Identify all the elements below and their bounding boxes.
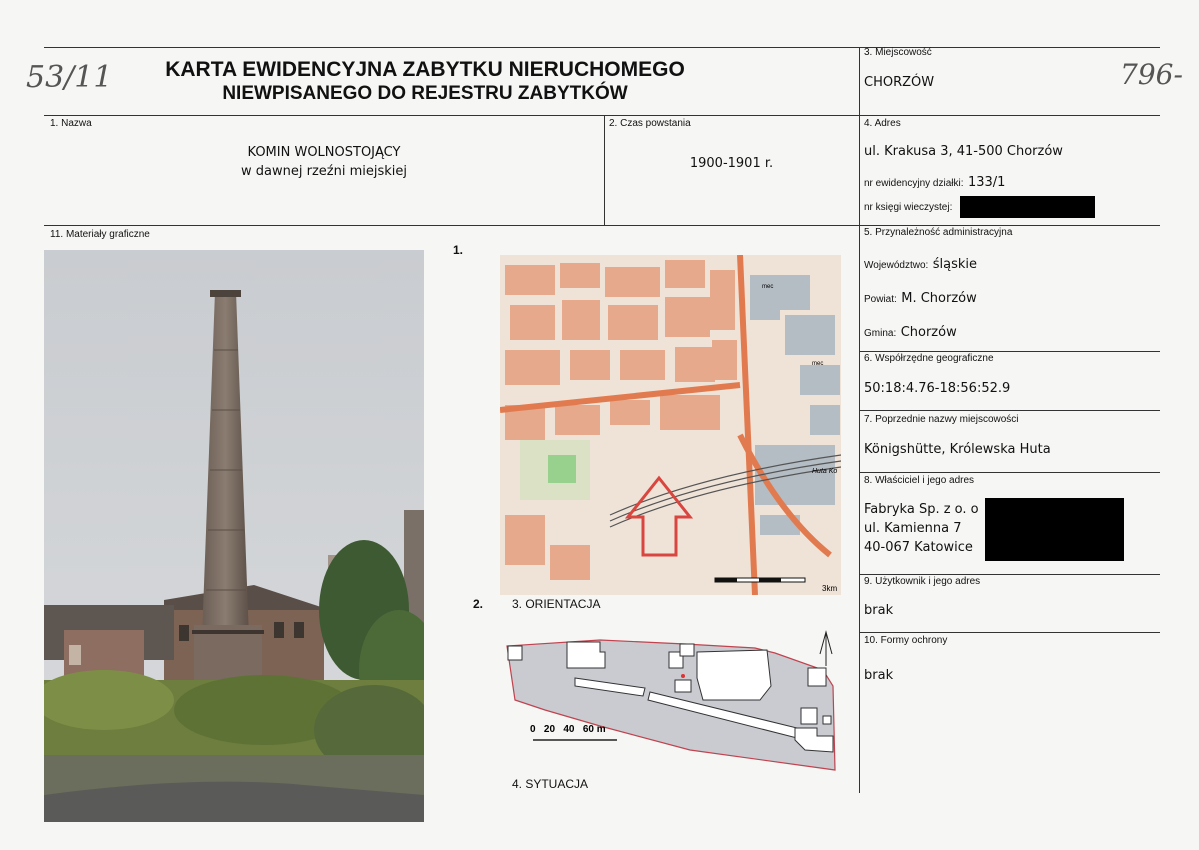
chimney-photo <box>44 250 424 822</box>
handwritten-number-left: 53/11 <box>26 60 113 95</box>
marker-2: 2. <box>473 597 484 611</box>
adres-label: 4. Adres <box>864 118 901 129</box>
wojewodztwo-label: Województwo: <box>864 260 929 271</box>
card-title-line2: NIEWPISANEGO DO REJESTRU ZABYTKÓW <box>222 83 628 104</box>
wlasciciel-line1: Fabryka Sp. z o. o <box>864 502 979 517</box>
situation-plan <box>505 628 850 773</box>
powiat-value: M. Chorzów <box>901 291 977 306</box>
wlasciciel-line3: 40-067 Katowice <box>864 540 973 555</box>
rule-right-4 <box>859 574 1160 575</box>
poprzednie-value: Königshütte, Królewska Huta <box>864 442 1051 457</box>
formy-value: brak <box>864 668 894 683</box>
card-title-line1: KARTA EWIDENCYJNA ZABYTKU NIERUCHOMEGO <box>165 58 685 81</box>
wspolrzedne-label: 6. Współrzędne geograficzne <box>864 353 994 364</box>
redaction-wlasciciel <box>985 498 1124 561</box>
orientacja-label: 3. ORIENTACJA <box>512 597 601 611</box>
dzialka-label: nr ewidencyjny działki: <box>864 178 964 189</box>
rule-right-1 <box>859 351 1160 352</box>
czas-value: 1900-1901 r. <box>689 156 774 171</box>
wspolrzedne-value: 50:18:4.76-18:56:52.9 <box>864 381 1011 396</box>
rule-right-3 <box>859 472 1160 473</box>
formy-label: 10. Formy ochrony <box>864 635 948 646</box>
powiat-row <box>864 289 977 307</box>
rule-col-right <box>859 47 860 793</box>
gmina-value: Chorzów <box>900 325 957 340</box>
handwritten-number-right: 796- <box>1120 58 1183 91</box>
wlasciciel-label: 8. Właściciel i jego adres <box>864 475 975 486</box>
miejscowosc-label: 3. Miejscowość <box>864 47 932 58</box>
wojewodztwo-row <box>864 255 977 273</box>
wojewodztwo-value: śląskie <box>932 257 978 272</box>
rule-header-bottom <box>44 115 1160 116</box>
adres-value: ul. Krakusa 3, 41-500 Chorzów <box>864 144 1063 159</box>
map-scale-bar <box>715 578 805 582</box>
miejscowosc-value: CHORZÓW <box>864 75 935 90</box>
nazwa-line1: KOMIN WOLNOSTOJĄCY <box>247 145 401 160</box>
przynaleznosc-label: 5. Przynależność administracyjna <box>864 227 1013 238</box>
nazwa-line2: w dawnej rzeźni miejskiej <box>241 164 407 179</box>
materialy-label: 11. Materiały graficzne <box>50 229 150 240</box>
czas-label: 2. Czas powstania <box>609 118 691 129</box>
north-arrow-icon <box>820 632 832 666</box>
dzialka-value: 133/1 <box>967 175 1006 190</box>
poprzednie-label: 7. Poprzednie nazwy miejscowości <box>864 414 1019 425</box>
ksiega-label: nr księgi wieczystej: <box>864 202 953 213</box>
gmina-label: Gmina: <box>864 328 897 339</box>
sytuacja-label: 4. SYTUACJA <box>512 777 589 791</box>
plan-object-marker <box>681 674 685 678</box>
powiat-label: Powiat: <box>864 294 897 305</box>
wlasciciel-line2: ul. Kamienna 7 <box>864 521 962 536</box>
orientation-map <box>500 255 841 595</box>
uzytkownik-value: brak <box>864 603 894 618</box>
map-label-mec-1: mec <box>762 284 774 290</box>
uzytkownik-label: 9. Użytkownik i jego adres <box>864 576 981 587</box>
rule-top <box>44 47 1160 48</box>
rule-right-5 <box>859 632 1160 633</box>
map-label-huta: Huta Ko <box>812 468 838 475</box>
plan-scale-label: 0 20 40 60 m <box>530 724 606 735</box>
gmina-row <box>864 323 957 341</box>
rule-row1-bottom <box>44 225 1160 226</box>
dzialka-row <box>864 173 1005 191</box>
nazwa-label: 1. Nazwa <box>50 118 92 129</box>
redaction-ksiega <box>960 196 1095 218</box>
map-label-mec-2: mec <box>812 361 824 367</box>
map-label-scale: 3km <box>822 584 838 593</box>
marker-1: 1. <box>453 243 464 257</box>
rule-right-2 <box>859 410 1160 411</box>
